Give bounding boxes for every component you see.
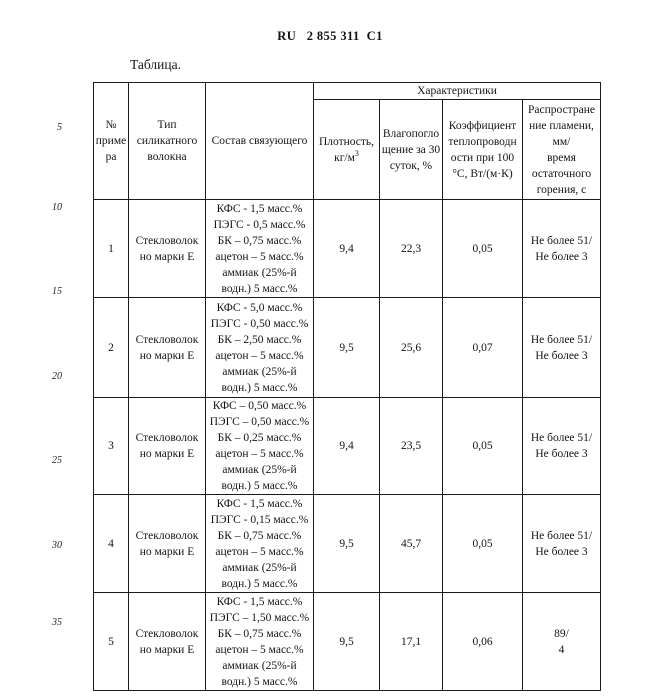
flame-line: Не более 51/ — [530, 333, 593, 346]
header-line: ости при 100 — [450, 151, 515, 164]
density-value: 9,4 — [314, 200, 380, 298]
header-line: щение за 30 — [381, 143, 441, 156]
moisture-value: 23,5 — [380, 398, 443, 495]
header-line: Влагопогло — [382, 127, 440, 140]
fiber-type-line: Стекловолок — [135, 234, 199, 247]
composition-line: КФС - 1,5 масс.% — [216, 497, 303, 510]
fiber-type-cell — [129, 495, 206, 593]
thermal-value: 0,05 — [443, 200, 523, 298]
header-line: ние пламени, — [529, 119, 594, 132]
table-row — [94, 495, 601, 593]
table-header-row-top — [94, 83, 601, 100]
composition-line: БК – 0,75 масс.% — [217, 529, 302, 542]
flame-line: Не более 3 — [535, 448, 588, 460]
binder-composition-cell — [206, 495, 314, 593]
density-value: 9,4 — [314, 398, 380, 495]
fiber-type-line: Стекловолок — [135, 333, 199, 346]
composition-line: ацетон – 5 масс.% — [215, 643, 304, 656]
flame-line: Не более 3 — [535, 250, 588, 263]
example-number-cell: 4 — [94, 495, 129, 593]
flame-line: 4 — [558, 643, 565, 656]
fiber-type-cell — [129, 593, 206, 691]
composition-line: ПЭГС - 0,50 масс.% — [210, 317, 309, 330]
composition-line: ацетон – 5 масс.% — [215, 545, 304, 558]
header-line: Тип — [157, 119, 177, 131]
composition-line: водн.) 5 масс.% — [221, 381, 298, 394]
composition-line: ацетон – 5 масс.% — [215, 448, 304, 460]
header-line: Коэффициент — [448, 119, 517, 132]
composition-line: водн.) 5 масс.% — [221, 480, 298, 492]
thermal-value: 0,05 — [443, 495, 523, 593]
composition-line: КФС – 0,50 масс.% — [212, 400, 307, 412]
composition-line: ацетон – 5 масс.% — [215, 349, 304, 362]
header-line: № — [105, 119, 117, 131]
moisture-value: 17,1 — [380, 593, 443, 691]
table-caption: Таблица. — [130, 57, 181, 72]
margin-line-number: 15 — [52, 286, 62, 297]
fiber-type-line: но марки Е — [139, 250, 195, 263]
header-line: волокна — [147, 151, 187, 163]
table-row — [94, 593, 601, 691]
composition-line: аммиак (25%-й — [222, 266, 297, 279]
fiber-type-line: но марки Е — [139, 349, 195, 362]
margin-line-number: 10 — [52, 202, 62, 213]
flame-value-cell — [523, 298, 601, 398]
header-line: Состав связующего — [211, 135, 308, 147]
header-line: °С, Вт/(м·К) — [452, 167, 513, 180]
fiber-type-line: Стекловолок — [135, 432, 199, 444]
header-line: теплопроводн — [448, 135, 517, 148]
flame-line: Не более 51/ — [530, 432, 593, 444]
composition-line: ПЭГС – 1,50 масс.% — [209, 611, 310, 624]
header-line: время — [547, 151, 576, 164]
flame-line: Не более 3 — [535, 545, 588, 558]
header-line: ра — [105, 151, 117, 163]
patent-publication-number: RU 2 855 311 C1 — [277, 29, 383, 43]
density-unit-exponent: 3 — [354, 148, 359, 158]
binder-composition-cell — [206, 200, 314, 298]
characteristics-table — [93, 82, 601, 691]
density-value: 9,5 — [314, 495, 380, 593]
flame-line: 89/ — [554, 627, 569, 640]
table-row — [94, 200, 601, 298]
header-binder-composition — [206, 83, 314, 200]
density-value: 9,5 — [314, 593, 380, 691]
composition-line: аммиак (25%-й — [222, 464, 297, 476]
composition-line: КФС - 5,0 масс.% — [216, 301, 303, 314]
header-moisture-absorption — [380, 100, 443, 200]
flame-line: Не более 3 — [535, 349, 588, 362]
header-line: горения, с — [536, 183, 587, 196]
composition-line: ацетон – 5 масс.% — [215, 250, 304, 263]
fiber-type-cell — [129, 200, 206, 298]
thermal-value: 0,06 — [443, 593, 523, 691]
table-row — [94, 298, 601, 398]
composition-line: ПЭГС - 0,15 масс.% — [210, 513, 309, 526]
margin-line-number: 30 — [52, 540, 62, 551]
header-thermal-conductivity — [443, 100, 523, 200]
header-flame-spread — [523, 100, 601, 200]
fiber-type-cell — [129, 298, 206, 398]
composition-line: БК – 0,75 масс.% — [217, 627, 302, 640]
thermal-value: 0,07 — [443, 298, 523, 398]
moisture-value: 25,6 — [380, 298, 443, 398]
density-value: 9,5 — [314, 298, 380, 398]
composition-line: ПЭГС - 0,5 масс.% — [213, 218, 306, 231]
composition-line: БК – 2,50 масс.% — [217, 333, 302, 346]
composition-line: КФС - 1,5 масс.% — [216, 202, 303, 215]
fiber-type-line: но марки Е — [139, 643, 195, 656]
fiber-type-cell — [129, 398, 206, 495]
fiber-type-line: Стекловолок — [135, 529, 199, 542]
header-fiber-type — [129, 83, 206, 200]
header-line: остаточного — [531, 167, 592, 180]
composition-line: аммиак (25%-й — [222, 659, 297, 672]
binder-composition-cell — [206, 398, 314, 495]
flame-line: Не более 51/ — [530, 234, 593, 247]
fiber-type-line: но марки Е — [139, 448, 195, 460]
flame-value-cell — [523, 200, 601, 298]
density-unit: кг/м — [334, 151, 355, 164]
composition-line: аммиак (25%-й — [222, 561, 297, 574]
thermal-value: 0,05 — [443, 398, 523, 495]
moisture-value: 45,7 — [380, 495, 443, 593]
header-line — [315, 150, 378, 166]
composition-line: водн.) 5 масс.% — [221, 675, 298, 688]
composition-line: водн.) 5 масс.% — [221, 577, 298, 590]
binder-composition-cell — [206, 298, 314, 398]
composition-line: БК – 0,25 масс.% — [217, 432, 302, 444]
header-characteristics-group: Характеристики — [314, 83, 601, 100]
header-line: Плотность, — [318, 135, 375, 148]
composition-line: БК – 0,75 масс.% — [217, 234, 302, 247]
moisture-value: 22,3 — [380, 200, 443, 298]
composition-line: КФС - 1,5 масс.% — [216, 595, 303, 608]
binder-composition-cell — [206, 593, 314, 691]
header-line: силикатного — [136, 135, 198, 147]
example-number-cell: 3 — [94, 398, 129, 495]
fiber-type-line: Стекловолок — [135, 627, 199, 640]
composition-line: водн.) 5 масс.% — [221, 282, 298, 295]
flame-value-cell — [523, 495, 601, 593]
composition-line: аммиак (25%-й — [222, 365, 297, 378]
margin-line-number: 35 — [52, 617, 62, 628]
flame-value-cell — [523, 398, 601, 495]
flame-line: Не более 51/ — [530, 529, 593, 542]
fiber-type-line: но марки Е — [139, 545, 195, 558]
header-line: суток, % — [389, 159, 433, 172]
header-line: приме — [95, 135, 127, 147]
margin-line-number: 25 — [52, 455, 62, 466]
margin-line-number: 5 — [57, 122, 62, 133]
table-row — [94, 398, 601, 495]
example-number-cell: 1 — [94, 200, 129, 298]
header-density — [314, 100, 380, 200]
flame-value-cell — [523, 593, 601, 691]
header-example-number — [94, 83, 129, 200]
header-line: мм/ — [552, 135, 571, 148]
margin-line-number: 20 — [52, 371, 62, 382]
example-number-cell: 5 — [94, 593, 129, 691]
example-number-cell: 2 — [94, 298, 129, 398]
composition-line: ПЭГС – 0,50 масс.% — [209, 416, 310, 428]
header-line: Распростране — [528, 103, 595, 116]
